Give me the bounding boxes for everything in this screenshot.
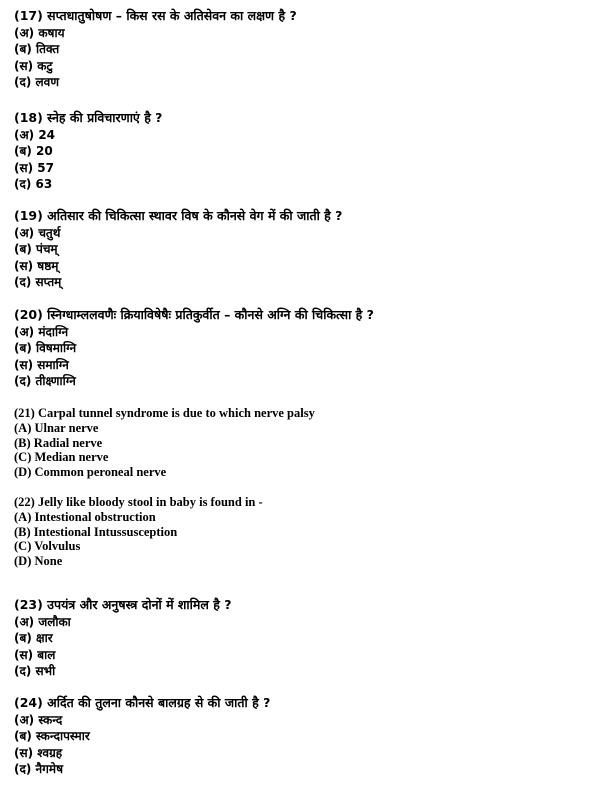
- question-23: [14, 597, 231, 680]
- option-b: (B) Radial nerve: [14, 435, 103, 450]
- option-c: (C) Median nerve: [14, 450, 109, 465]
- question-text: (24) अर्दित की तुलना कौनसे बालग्रह से की जाती है ?: [14, 695, 271, 710]
- option-a: (A) Ulnar nerve: [14, 420, 99, 435]
- option-c: (स) बाल: [14, 647, 56, 662]
- option-d: (द) सभी: [14, 664, 56, 678]
- question-17: [14, 8, 297, 91]
- question-24: [14, 695, 270, 778]
- option-b: (ब) क्षार: [14, 631, 53, 645]
- option-b: (B) Intestional Intussusception: [14, 524, 178, 539]
- option-a: (A) Intestional obstruction: [14, 509, 156, 524]
- question-text: (21) Carpal tunnel syndrome is due to which nerve palsy: [14, 406, 315, 420]
- option-a: (अ) मंदाग्नि: [14, 324, 69, 339]
- question-19: [14, 208, 342, 291]
- option-b: (ब) 20: [14, 144, 53, 158]
- option-c: (स) 57: [14, 160, 54, 175]
- option-b: (ब) विषमाग्नि: [14, 341, 77, 355]
- option-a: (अ) कषाय: [14, 25, 65, 40]
- option-d: (द) 63: [14, 177, 53, 191]
- option-c: (स) षष्ठम्: [14, 258, 59, 273]
- question-22: [14, 495, 263, 569]
- option-a: (अ) जलौका: [14, 614, 71, 629]
- option-c: (C) Volvulus: [14, 539, 81, 554]
- option-d: (द) नैगमेष: [14, 762, 64, 776]
- option-b: (ब) तिक्त: [14, 42, 60, 56]
- option-d: (द) लवण: [14, 75, 60, 89]
- option-d: (D) Common peroneal nerve: [14, 465, 167, 480]
- question-18: [14, 110, 162, 193]
- option-c: (स) समाग्नि: [14, 357, 69, 372]
- option-c: (स) कटु: [14, 58, 53, 73]
- option-c: (स) श्वग्रह: [14, 745, 63, 760]
- option-a: (अ) स्कन्द: [14, 712, 63, 727]
- question-text: (17) सप्तधातुषोषण – किस रस के अतिसेवन का लक्षण है ?: [14, 8, 297, 23]
- question-text: (23) उपयंत्र और अनुषस्त्र दोनों में शामिल है ?: [14, 597, 232, 612]
- question-21: [14, 406, 315, 480]
- option-a: (अ) 24: [14, 127, 56, 142]
- question-text: (19) अतिसार की चिकित्सा स्थावर विष के कौनसे वेग में की जाती है ?: [14, 208, 343, 223]
- option-d: (द) तीक्ष्णाग्नि: [14, 374, 76, 388]
- option-d: (D) None: [14, 554, 63, 569]
- option-b: (ब) स्कन्दापस्मार: [14, 729, 90, 743]
- option-b: (ब) पंचम्: [14, 242, 58, 256]
- question-text: (22) Jelly like bloody stool in baby is found in -: [14, 495, 263, 509]
- option-d: (द) सप्तम्: [14, 275, 62, 289]
- question-text: (20) स्निग्धाम्ललवणैः क्रियाविषेषैः प्रतिकुर्वीत – कौनसे अग्नि की चिकित्सा है ?: [14, 307, 374, 322]
- question-text: (18) स्नेह की प्रविचारणाएं है ?: [14, 110, 163, 125]
- question-20: [14, 307, 374, 390]
- option-a: (अ) चतुर्थ: [14, 225, 61, 240]
